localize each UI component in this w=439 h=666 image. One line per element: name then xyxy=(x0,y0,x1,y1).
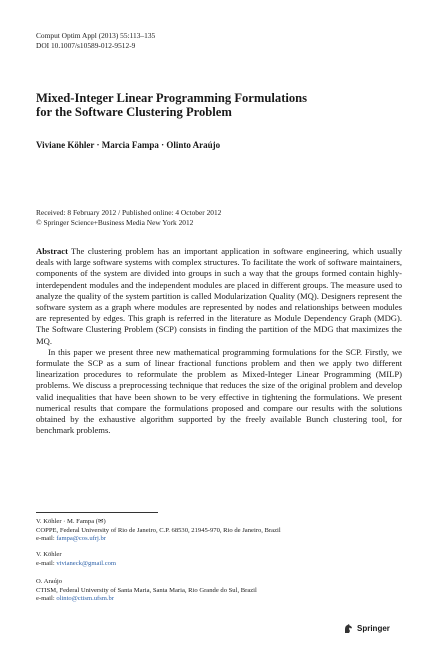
received-line: Received: 8 February 2012 / Published online: 4 October 2012 xyxy=(36,208,222,217)
author-name: Olinto Araújo xyxy=(166,140,221,150)
abstract-text-1: The clustering problem has an important application in software engineering, which usually deals with large software systems with complex structures. To facilitate the work of software maintainers, components of the system are divided into groups in such a way that the groups formed contain highly-interdependent modules and the independent modules are placed in different groups. The measure used to analyze the quality of the system partition is called Modularization Quality (MQ). Designers represent the software system as a graph where modules are represented by nodes and relationships between modules are represented by edges. This graph is referred in the literature as Module Dependency Graph (MDG). The Software Clustering Problem (SCP) consists in finding the partition of the MDG that maximizes the MQ. xyxy=(36,246,402,346)
title-line-2: for the Software Clustering Problem xyxy=(36,105,232,119)
publication-dates xyxy=(36,208,221,227)
abstract xyxy=(36,246,402,436)
author-list xyxy=(36,140,220,150)
footnote-email-line xyxy=(36,595,406,604)
doi-line: DOI 10.1007/s10589-012-9512-9 xyxy=(36,41,136,50)
footnote-affiliation: COPPE, Federal University of Rio de Janeiro, C.P. 68530, 21945-970, Rio de Janeiro, Brazil xyxy=(36,526,281,534)
publisher-name: Springer xyxy=(357,624,390,633)
footnote-email-line xyxy=(36,560,406,569)
abstract-paragraph-1 xyxy=(36,246,402,347)
footnote-names: V. Köhler xyxy=(36,551,62,558)
abstract-paragraph-2: In this paper we present three new mathematical programming formulations for the SCP. Firstly, we formulate the SCP as a sum of linear fractional functions problem and then we apply two different linearization procedures to reformulate the problem as Mixed-Integer Linear Programming (MILP) problems. We discuss a preprocessing technique that reduces the size of the original problem and develop valid inequalities that have been shown to be very effective in tightening the formulations. We present numerical results that compare the formulations proposed and compare our results with the solutions obtained by the exhaustive algorithm supported by the freely available Bunch clustering tool, for benchmark problems. xyxy=(36,346,402,436)
footnote-affiliation: CTISM, Federal University of Santa Maria, Santa Maria, Rio Grande do Sul, Brazil xyxy=(36,586,257,594)
paper-title xyxy=(36,91,406,119)
journal-citation: Comput Optim Appl (2013) 55:113–135 xyxy=(36,31,156,40)
journal-header xyxy=(36,31,155,51)
footnote-email-line xyxy=(36,535,406,544)
copyright-line: © Springer Science+Business Media New York 2012 xyxy=(36,217,194,227)
author-name: Viviane Köhler xyxy=(36,140,95,150)
email-label: e-mail: xyxy=(36,559,57,567)
footnote-fampa xyxy=(36,518,406,544)
email-label: e-mail: xyxy=(36,535,57,543)
footnote-names: O. Araújo xyxy=(36,578,63,585)
title-line-1: Mixed-Integer Linear Programming Formulations xyxy=(36,91,308,105)
abstract-label: Abstract xyxy=(36,246,68,256)
email-label: e-mail: xyxy=(36,595,57,603)
email-link-fampa[interactable]: fampa@cos.ufrj.br xyxy=(56,535,106,543)
springer-horse-icon xyxy=(343,623,354,634)
author-separator: · xyxy=(161,140,167,150)
footnote-divider xyxy=(36,512,158,513)
footnote-araujo xyxy=(36,578,406,604)
email-link-kohler[interactable]: vivianeck@gmail.com xyxy=(56,559,117,567)
footnote-names: V. Köhler · M. Fampa (✉) xyxy=(36,518,106,525)
publisher-logo xyxy=(343,623,390,634)
email-link-araujo[interactable]: olinto@ctism.ufsm.br xyxy=(56,595,115,603)
footnote-kohler xyxy=(36,551,406,568)
author-name: Marcia Fampa xyxy=(101,140,159,150)
author-separator: · xyxy=(96,140,102,150)
